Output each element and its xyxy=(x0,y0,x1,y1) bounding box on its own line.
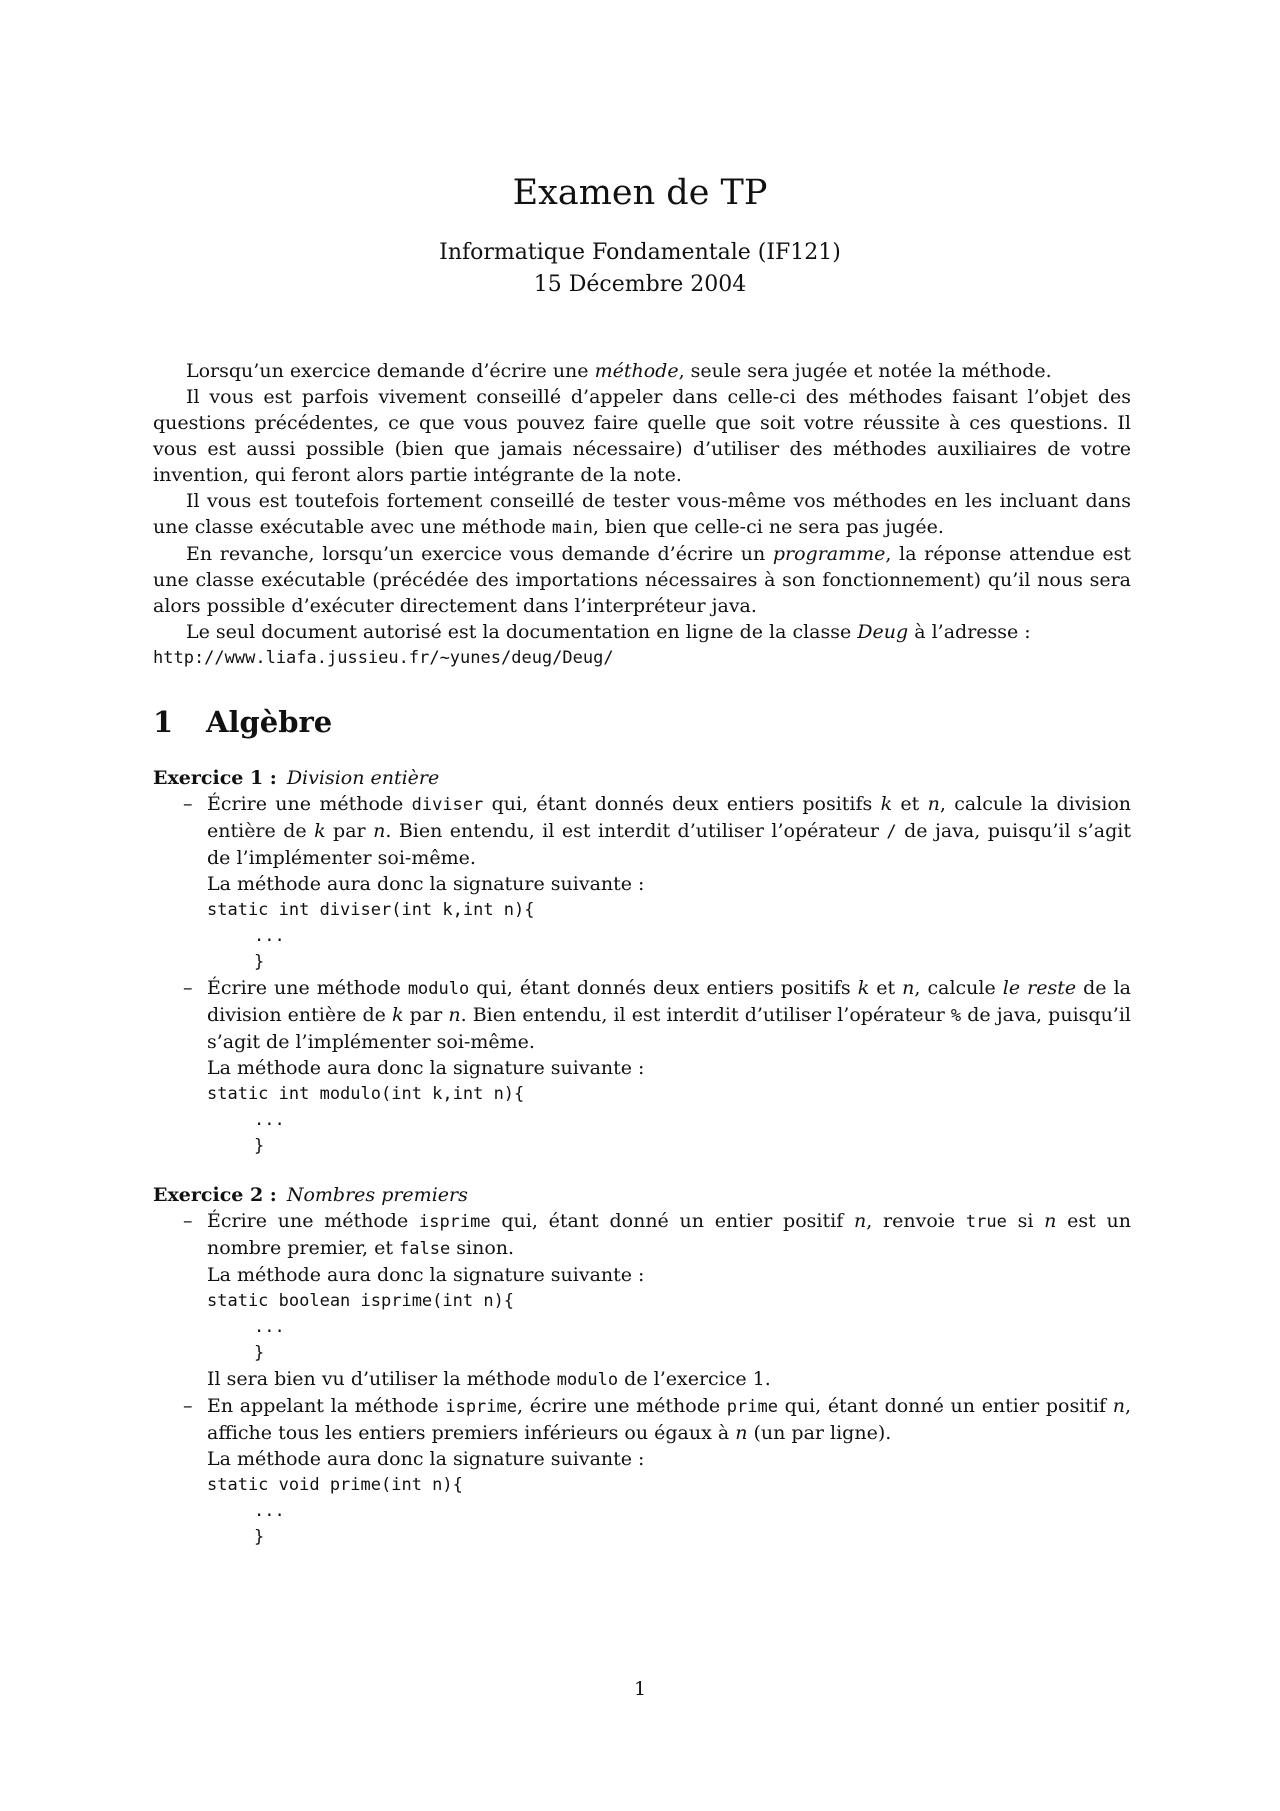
exercise-subtitle: Division entière xyxy=(286,767,440,789)
text: . Bien entendu, il est interdit d’utiliser l’opérateur xyxy=(385,820,887,842)
item-text xyxy=(207,975,1131,1055)
code-inline: true xyxy=(965,1212,1007,1232)
emphasis: programme xyxy=(772,543,886,565)
exercise-subtitle: Nombres premiers xyxy=(286,1184,468,1206)
section-heading xyxy=(153,705,332,739)
code-close: } xyxy=(254,952,265,972)
text: , calcule xyxy=(914,977,1003,999)
text: de la division entière de xyxy=(207,977,1131,1026)
code-inline: / xyxy=(886,822,897,842)
code-inline: modulo xyxy=(556,1370,619,1390)
code-inline: main xyxy=(551,518,593,538)
text: et xyxy=(869,977,903,999)
section-title: Algèbre xyxy=(206,705,333,739)
text: à l’adresse : xyxy=(908,621,1031,643)
course-name: Informatique Fondamentale (IF121) xyxy=(439,240,841,265)
code-inline: prime xyxy=(726,1397,778,1417)
intro-instructions xyxy=(153,358,1131,671)
emphasis: Deug xyxy=(857,621,909,643)
item-text xyxy=(207,1393,1131,1446)
math-var: k xyxy=(857,977,870,999)
text: , bien que celle-ci ne sera pas jugée. xyxy=(592,516,944,538)
code-signature: static int diviser(int k,int n){ xyxy=(207,900,535,920)
text: En revanche, lorsqu’un exercice vous demande d’écrire un xyxy=(186,543,773,565)
code-ellipsis: ... xyxy=(254,1110,285,1130)
documentation-url: http://www.liafa.jussieu.fr/~yunes/deug/Deug/ xyxy=(153,648,614,668)
text: , écrire une méthode xyxy=(517,1395,727,1417)
list-item xyxy=(153,791,1131,975)
intro-paragraph-4 xyxy=(153,541,1131,619)
text: de java, puisqu’il s’agit de l’implémenter soi-même. xyxy=(207,820,1132,869)
dash-bullet: – xyxy=(183,1395,193,1417)
text: qui, étant donné un entier positif xyxy=(490,1210,854,1232)
text: par xyxy=(403,1004,449,1026)
text: si xyxy=(1006,1210,1045,1232)
math-var: n xyxy=(854,1210,867,1232)
intro-paragraph-5 xyxy=(153,619,1131,645)
code-inline: modulo xyxy=(407,979,470,999)
text: , la réponse attendue est une classe exécutable (précédée des importations nécessaires à son fonctionnement) qu’il nous sera alors possible d’exécuter directement dans l’interpréteur java. xyxy=(153,543,1131,617)
math-var: n xyxy=(927,793,940,815)
code-close: } xyxy=(254,1343,265,1363)
text: , calcule la division entière de xyxy=(207,793,1132,842)
subtitle-block xyxy=(0,237,1280,301)
dash-bullet: – xyxy=(183,793,193,815)
code-inline: diviser xyxy=(411,795,484,815)
math-var: n xyxy=(1044,1210,1057,1232)
exam-date: 15 Décembre 2004 xyxy=(533,272,747,297)
text: de l’exercice 1. xyxy=(618,1368,771,1390)
page-title: Examen de TP xyxy=(512,173,768,213)
intro-paragraph-2: Il vous est parfois vivement conseillé d’appeler dans celle-ci des méthodes faisant l’objet des questions précédentes, ce que vous pouvez faire quelle que soit votre réussite à ces questions. Il vous est aussi possible (bien que jamais nécessaire) d’utiliser des méthodes auxiliaires de votre invention, qui feront alors partie intégrante de la note. xyxy=(153,386,1131,486)
math-var: n xyxy=(373,820,386,842)
code-signature: static boolean isprime(int n){ xyxy=(207,1291,515,1311)
code-close: } xyxy=(254,1136,265,1156)
text: Le seul document autorisé est la documentation en ligne de la classe xyxy=(186,621,858,643)
text: Écrire une méthode xyxy=(207,793,412,815)
math-var: n xyxy=(448,1004,461,1026)
exercise-heading xyxy=(153,1182,1131,1208)
math-var: n xyxy=(735,1422,748,1444)
item-text xyxy=(207,791,1131,871)
text: , affiche tous les entiers premiers inférieurs ou égaux à xyxy=(207,1395,1132,1444)
math-var: k xyxy=(392,1004,404,1026)
text: Il sera bien vu d’utiliser la méthode xyxy=(207,1368,557,1390)
text: Écrire une méthode xyxy=(207,1210,419,1232)
exercise-1 xyxy=(153,765,1131,1159)
signature-intro: La méthode aura donc la signature suivante : xyxy=(207,1057,645,1079)
code-inline: false xyxy=(399,1239,451,1259)
list-item xyxy=(153,1208,1131,1393)
signature-intro: La méthode aura donc la signature suivante : xyxy=(207,873,645,895)
text: En appelant la méthode xyxy=(207,1395,446,1417)
text: par xyxy=(325,820,374,842)
text: , renvoie xyxy=(866,1210,966,1232)
hint-note xyxy=(207,1366,1131,1393)
item-text xyxy=(207,1208,1131,1262)
text: qui, étant donnés deux entiers positifs xyxy=(483,793,881,815)
dash-bullet: – xyxy=(183,1210,193,1232)
list-item xyxy=(153,1393,1131,1550)
text: Il vous est toutefois fortement conseillé de tester vous-même vos méthodes en les incluant dans une classe exécutable avec une méthode xyxy=(153,490,1131,538)
math-var: k xyxy=(314,820,326,842)
text: qui, étant donnés deux entiers positifs xyxy=(469,977,858,999)
text: Lorsqu’un exercice demande d’écrire une xyxy=(186,360,595,382)
list-item xyxy=(153,975,1131,1159)
text: (un par ligne). xyxy=(747,1422,892,1444)
code-close: } xyxy=(254,1527,265,1547)
math-var: n xyxy=(902,977,915,999)
text: . Bien entendu, il est interdit d’utiliser l’opérateur xyxy=(460,1004,951,1026)
text: , seule sera jugée et notée la méthode. xyxy=(678,360,1052,382)
page-number: 1 xyxy=(633,1678,647,1700)
dash-bullet: – xyxy=(183,977,193,999)
text: et xyxy=(892,793,928,815)
signature-intro: La méthode aura donc la signature suivante : xyxy=(207,1264,645,1286)
math-var: n xyxy=(1112,1395,1125,1417)
intro-paragraph-3 xyxy=(153,488,1131,541)
text: sinon. xyxy=(450,1237,515,1259)
code-ellipsis: ... xyxy=(254,926,285,946)
code-inline: isprime xyxy=(445,1397,517,1417)
code-signature: static int modulo(int k,int n){ xyxy=(207,1084,525,1104)
text: qui, étant donné un entier positif xyxy=(777,1395,1113,1417)
exercise-2 xyxy=(153,1182,1131,1550)
emphasis: le reste xyxy=(1002,977,1077,999)
code-inline: isprime xyxy=(418,1212,491,1232)
code-signature: static void prime(int n){ xyxy=(207,1475,463,1495)
code-ellipsis: ... xyxy=(254,1501,285,1521)
code-inline: % xyxy=(950,1006,962,1026)
exercise-heading xyxy=(153,765,1131,791)
code-ellipsis: ... xyxy=(254,1317,285,1337)
text: est un nombre premier, et xyxy=(207,1210,1132,1259)
exercise-label: Exercice 2 : xyxy=(153,1184,277,1206)
intro-paragraph-1 xyxy=(153,358,1131,384)
emphasis: méthode xyxy=(594,360,679,382)
signature-intro: La méthode aura donc la signature suivante : xyxy=(207,1448,645,1470)
text: Écrire une méthode xyxy=(207,977,408,999)
text: de java, puisqu’il s’agit de l’implémenter soi-même. xyxy=(207,1004,1131,1053)
math-var: k xyxy=(880,793,893,815)
exercise-label: Exercice 1 : xyxy=(153,767,277,789)
section-number: 1 xyxy=(153,705,174,739)
